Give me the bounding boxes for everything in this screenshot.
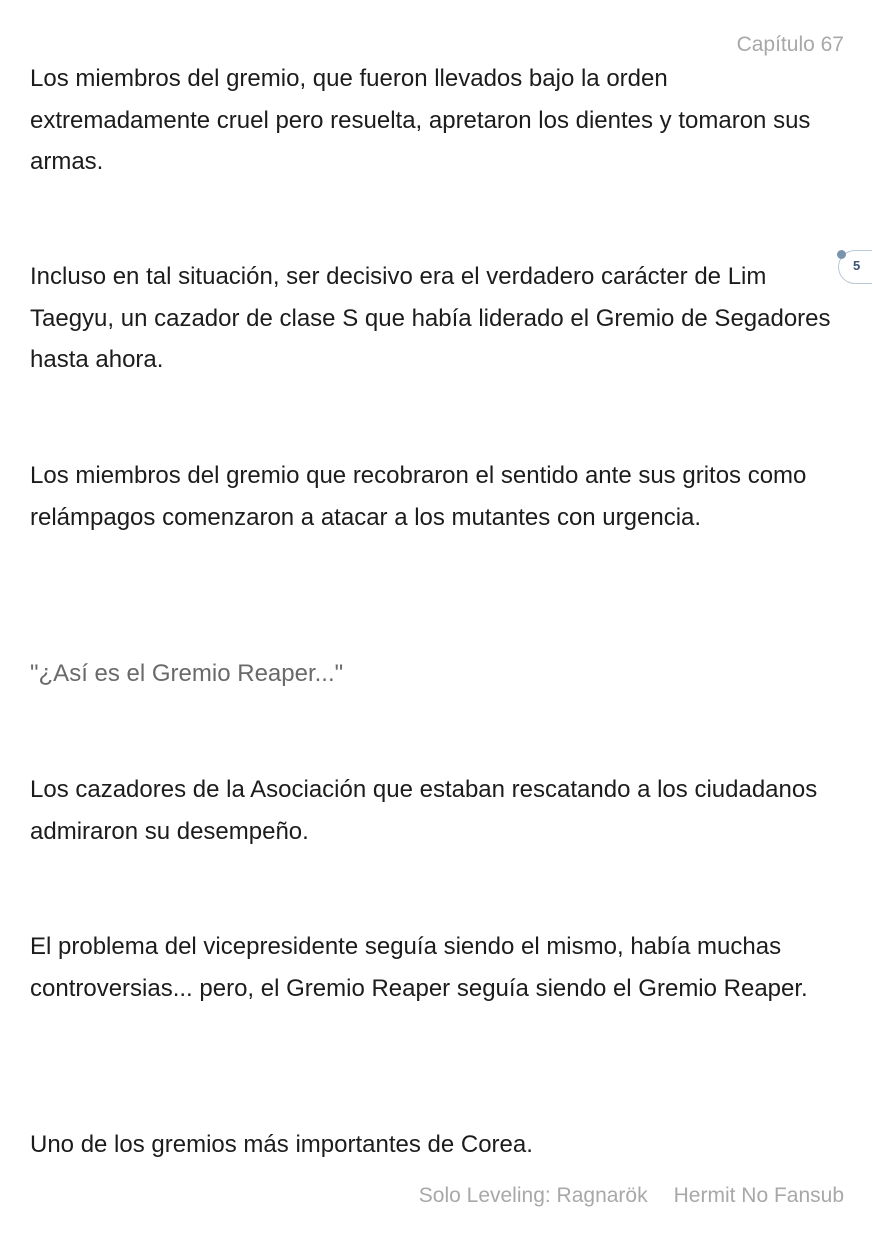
book-title: Solo Leveling: Ragnarök bbox=[418, 1184, 648, 1207]
paragraph-6: El problema del vicepresidente seguía siendo el mismo, había muchas controversias... pero, el Gremio Reaper seguía siendo el Gremio Reaper. bbox=[30, 933, 808, 1002]
chapter-label: Capítulo 67 bbox=[736, 33, 844, 56]
paragraph-7: Uno de los gremios más importantes de Corea. bbox=[30, 1131, 533, 1158]
paragraph-4-dialogue: "¿Así es el Gremio Reaper..." bbox=[30, 660, 344, 687]
translator-credit: Hermit No Fansub bbox=[673, 1184, 844, 1207]
comment-count-badge[interactable] bbox=[838, 250, 872, 284]
paragraph-1: Los miembros del gremio, que fueron llevados bajo la orden extremadamente cruel pero resuelta, apretaron los dientes y tomaron sus armas. bbox=[30, 65, 811, 175]
comment-dot-icon bbox=[837, 250, 846, 259]
comment-count: 5 bbox=[853, 258, 861, 273]
paragraph-5: Los cazadores de la Asociación que estaban rescatando a los ciudadanos admiraron su desempeño. bbox=[30, 776, 818, 845]
paragraph-2: Incluso en tal situación, ser decisivo era el verdadero carácter de Lim Taegyu, un cazador de clase S que había liderado el Gremio de Segadores hasta ahora. bbox=[30, 263, 831, 373]
paragraph-3: Los miembros del gremio que recobraron el sentido ante sus gritos como relámpagos comenzaron a atacar a los mutantes con urgencia. bbox=[30, 462, 807, 531]
page-footer bbox=[419, 1184, 844, 1208]
